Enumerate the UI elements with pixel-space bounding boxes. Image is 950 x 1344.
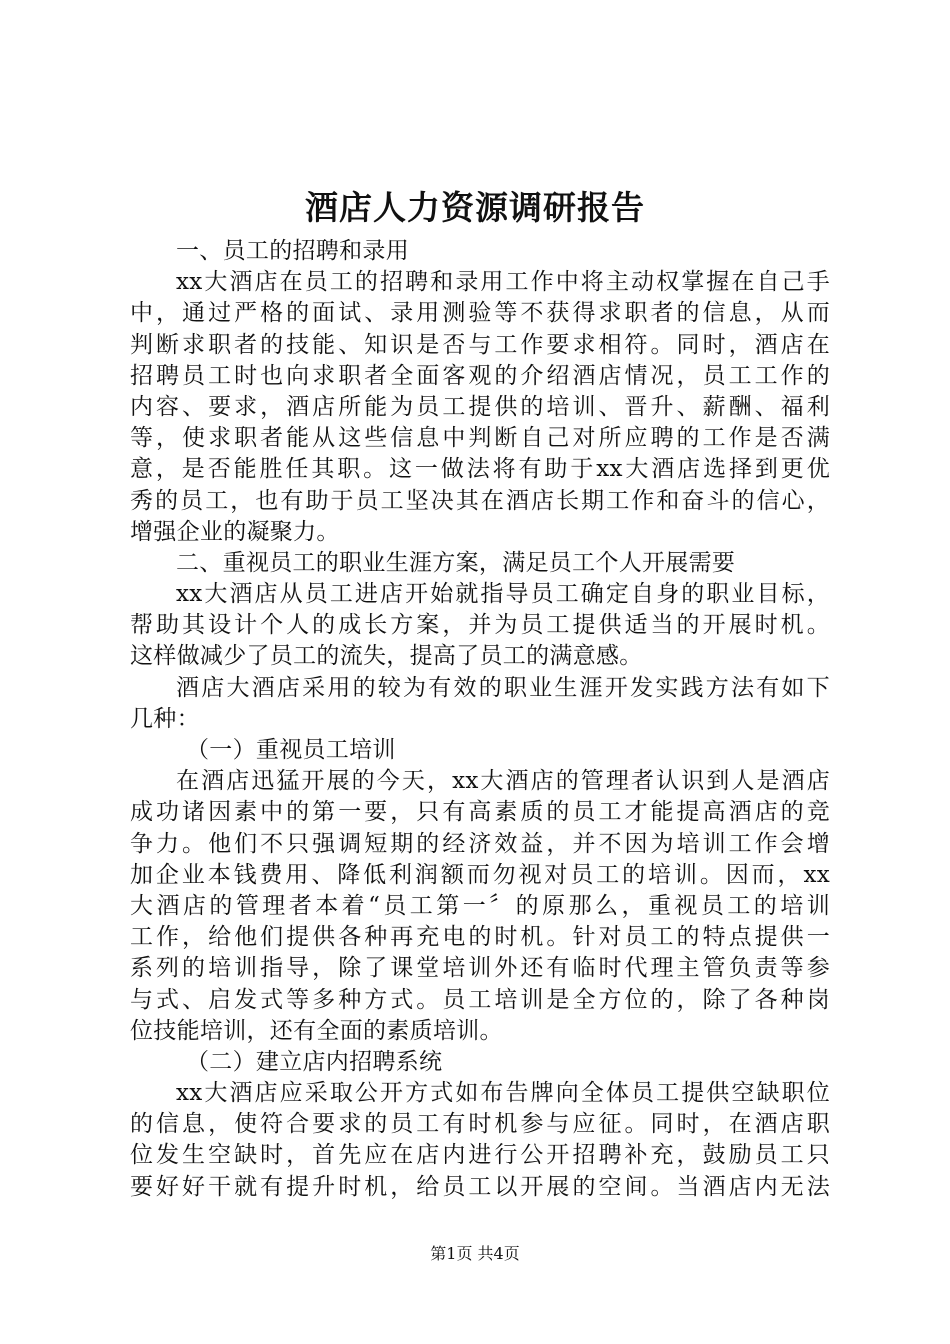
text-line: xx大酒店在员工的招聘和录用工作中将主动权掌握在自己手	[176, 269, 830, 296]
text-line: 工作，给他们提供各种再充电的时机。针对员工的特点提供一	[130, 924, 830, 951]
text-line: 招聘员工时也向求职者全面客观的介绍酒店情况，员工工作的	[130, 362, 830, 389]
text-line: xx大酒店从员工进店开始就指导员工确定自身的职业目标，	[176, 581, 830, 608]
text-line: 这样做减少了员工的流失，提高了员工的满意感。	[130, 643, 643, 670]
text-line: 要好好干就有提升时机，给员工以开展的空间。当酒店内无法	[130, 1173, 830, 1200]
text-line: 在酒店迅猛开展的今天，xx大酒店的管理者认识到人是酒店	[176, 768, 830, 795]
text-line: 二、重视员工的职业生涯方案，满足员工个人开展需要	[176, 549, 736, 576]
document-title: 酒店人力资源调研报告	[305, 188, 645, 227]
text-line: 增强企业的凝聚力。	[130, 518, 340, 545]
text-line: 几种：	[130, 705, 200, 732]
text-line: 内容、要求，酒店所能为员工提供的培训、晋升、薪酬、福利	[130, 393, 830, 420]
text-line: 争力。他们不只强调短期的经济效益，并不因为培训工作会增	[130, 830, 830, 857]
text-line: 一、员工的招聘和录用	[176, 238, 409, 264]
text-line: 意，是否能胜任其职。这一做法将有助于xx大酒店选择到更优	[130, 456, 830, 483]
text-line: 位技能培训，还有全面的素质培训。	[130, 1017, 503, 1044]
text-line: 秀的员工，也有助于员工坚决其在酒店长期工作和奋斗的信心，	[130, 487, 830, 514]
text-line: （二）建立店内招聘系统	[186, 1048, 443, 1075]
page-footer: 第1页 共4页	[430, 1244, 520, 1263]
text-line: 系列的培训指导，除了课堂培训外还有临时代理主管负责等参	[130, 955, 830, 982]
text-line: 帮助其设计个人的成长方案，并为员工提供适当的开展时机。	[130, 612, 830, 639]
text-line: 酒店大酒店采用的较为有效的职业生涯开发实践方法有如下	[176, 674, 830, 701]
text-line: xx大酒店应采取公开方式如布告牌向全体员工提供空缺职位	[176, 1080, 830, 1107]
text-line: （一）重视员工培训	[186, 737, 396, 763]
text-line: 与式、启发式等多种方式。员工培训是全方位的，除了各种岗	[130, 986, 830, 1013]
text-line: 位发生空缺时，首先应在店内进行公开招聘补充，鼓励员工只	[130, 1142, 830, 1169]
text-line: 加企业本钱费用、降低利润额而勿视对员工的培训。因而，xx	[130, 861, 830, 888]
text-line: 判断求职者的技能、知识是否与工作要求相符。同时，酒店在	[130, 331, 830, 358]
text-line: 成功诸因素中的第一要，只有高素质的员工才能提高酒店的竞	[130, 799, 830, 826]
text-line: 的信息，使符合要求的员工有时机参与应征。同时，在酒店职	[130, 1111, 830, 1138]
text-line: 等，使求职者能从这些信息中判断自己对所应聘的工作是否满	[130, 425, 830, 452]
text-line: 中，通过严格的面试、录用测验等不获得求职者的信息，从而	[130, 300, 830, 327]
document-body	[130, 236, 830, 1203]
text-line: 大酒店的管理者本着“员工第一〞的原那么，重视员工的培训	[130, 892, 830, 919]
